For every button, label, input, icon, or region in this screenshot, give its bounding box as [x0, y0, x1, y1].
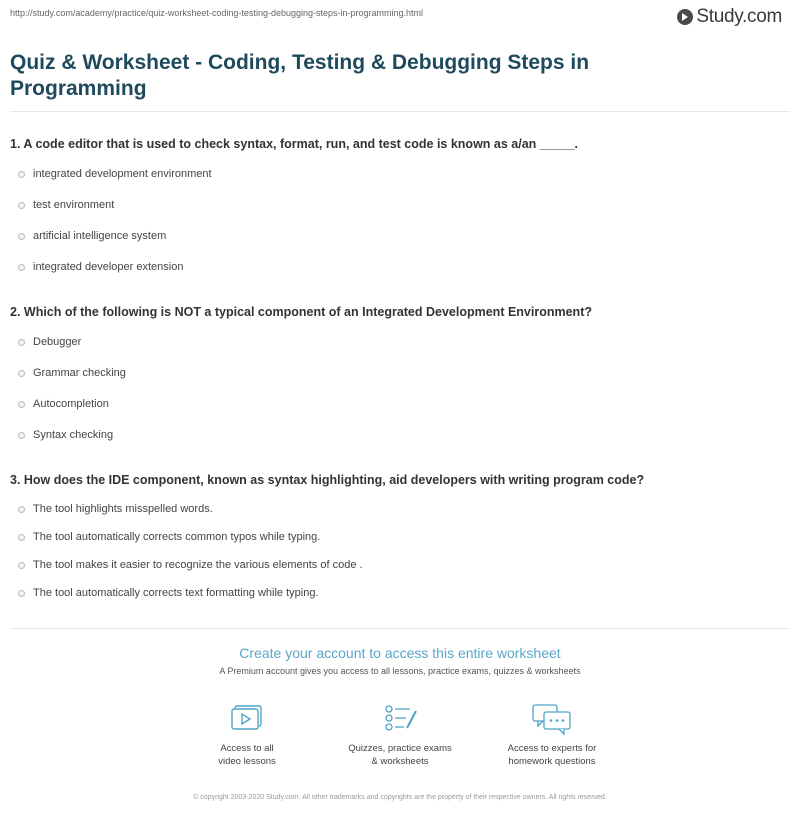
option-q2-b[interactable] [18, 367, 126, 379]
radio-button[interactable] [18, 432, 25, 439]
feature-label-line2: video lessons [218, 756, 276, 767]
cta-title[interactable]: Create your account to access this entire worksheet [239, 645, 561, 661]
logo-text: Study.com [696, 6, 782, 27]
option-label: The tool automatically corrects text formatting while typing. [33, 587, 319, 599]
question-1: 1. A code editor that is used to check syntax, format, run, and test code is known as a/an _____. [10, 137, 578, 151]
study-logo[interactable] [677, 6, 782, 28]
chat-bubbles-icon [530, 702, 574, 736]
option-q3-d[interactable] [18, 587, 319, 599]
radio-button[interactable] [18, 590, 25, 597]
feature-label-line2: homework questions [508, 756, 596, 767]
option-q3-b[interactable] [18, 531, 320, 543]
divider [10, 628, 790, 629]
radio-button[interactable] [18, 264, 25, 271]
feature-label-line1: Access to experts for [507, 743, 597, 754]
option-label: integrated development environment [33, 168, 212, 180]
feature-label-line2: & worksheets [371, 756, 429, 767]
option-q2-d[interactable] [18, 429, 113, 441]
feature-experts [472, 702, 632, 768]
play-circle-icon [677, 9, 693, 25]
feature-video-lessons [167, 702, 327, 768]
option-q3-a[interactable] [18, 503, 213, 515]
page-title: Quiz & Worksheet - Coding, Testing & Debugging Steps in Programming [10, 51, 590, 100]
option-q1-c[interactable] [18, 230, 166, 242]
page-url: http://study.com/academy/practice/quiz-worksheet-coding-testing-debugging-steps-in-programming.html [10, 8, 424, 18]
feature-quizzes [320, 702, 480, 768]
option-label: test environment [33, 199, 115, 211]
option-q2-c[interactable] [18, 398, 109, 410]
feature-label-line1: Quizzes, practice exams [348, 743, 452, 754]
video-lessons-icon [227, 702, 267, 736]
option-label: The tool highlights misspelled words. [33, 503, 213, 515]
option-q1-b[interactable] [18, 199, 114, 211]
option-label: The tool makes it easier to recognize the various elements of code . [33, 559, 363, 571]
quiz-checklist-icon [380, 702, 420, 736]
radio-button[interactable] [18, 233, 25, 240]
option-label: Syntax checking [33, 429, 114, 441]
radio-button[interactable] [18, 534, 25, 541]
radio-button[interactable] [18, 370, 25, 377]
option-label: artificial intelligence system [33, 230, 167, 242]
option-label: Autocompletion [33, 398, 109, 410]
radio-button[interactable] [18, 171, 25, 178]
option-label: The tool automatically corrects common typos while typing. [33, 531, 321, 543]
radio-button[interactable] [18, 401, 25, 408]
option-label: Grammar checking [33, 367, 126, 379]
cta-subtitle: A Premium account gives you access to all lessons, practice exams, quizzes & worksheets [219, 666, 581, 676]
feature-label-line1: Access to all [220, 743, 274, 754]
option-label: integrated developer extension [33, 261, 184, 273]
radio-button[interactable] [18, 202, 25, 209]
radio-button[interactable] [18, 562, 25, 569]
radio-button[interactable] [18, 506, 25, 513]
question-2: 2. Which of the following is NOT a typical component of an Integrated Development Environment? [10, 305, 592, 319]
radio-button[interactable] [18, 339, 25, 346]
option-q1-d[interactable] [18, 261, 183, 273]
divider [10, 111, 790, 112]
question-3: 3. How does the IDE component, known as syntax highlighting, aid developers with writing program code? [10, 473, 645, 487]
copyright: © copyright 2003-2020 Study.com. All other trademarks and copyrights are the property of their respective owners. All rights reserved. [193, 794, 607, 801]
option-label: Debugger [33, 336, 82, 348]
option-q3-c[interactable] [18, 559, 363, 571]
option-q1-a[interactable] [18, 168, 212, 180]
option-q2-a[interactable] [18, 336, 81, 348]
